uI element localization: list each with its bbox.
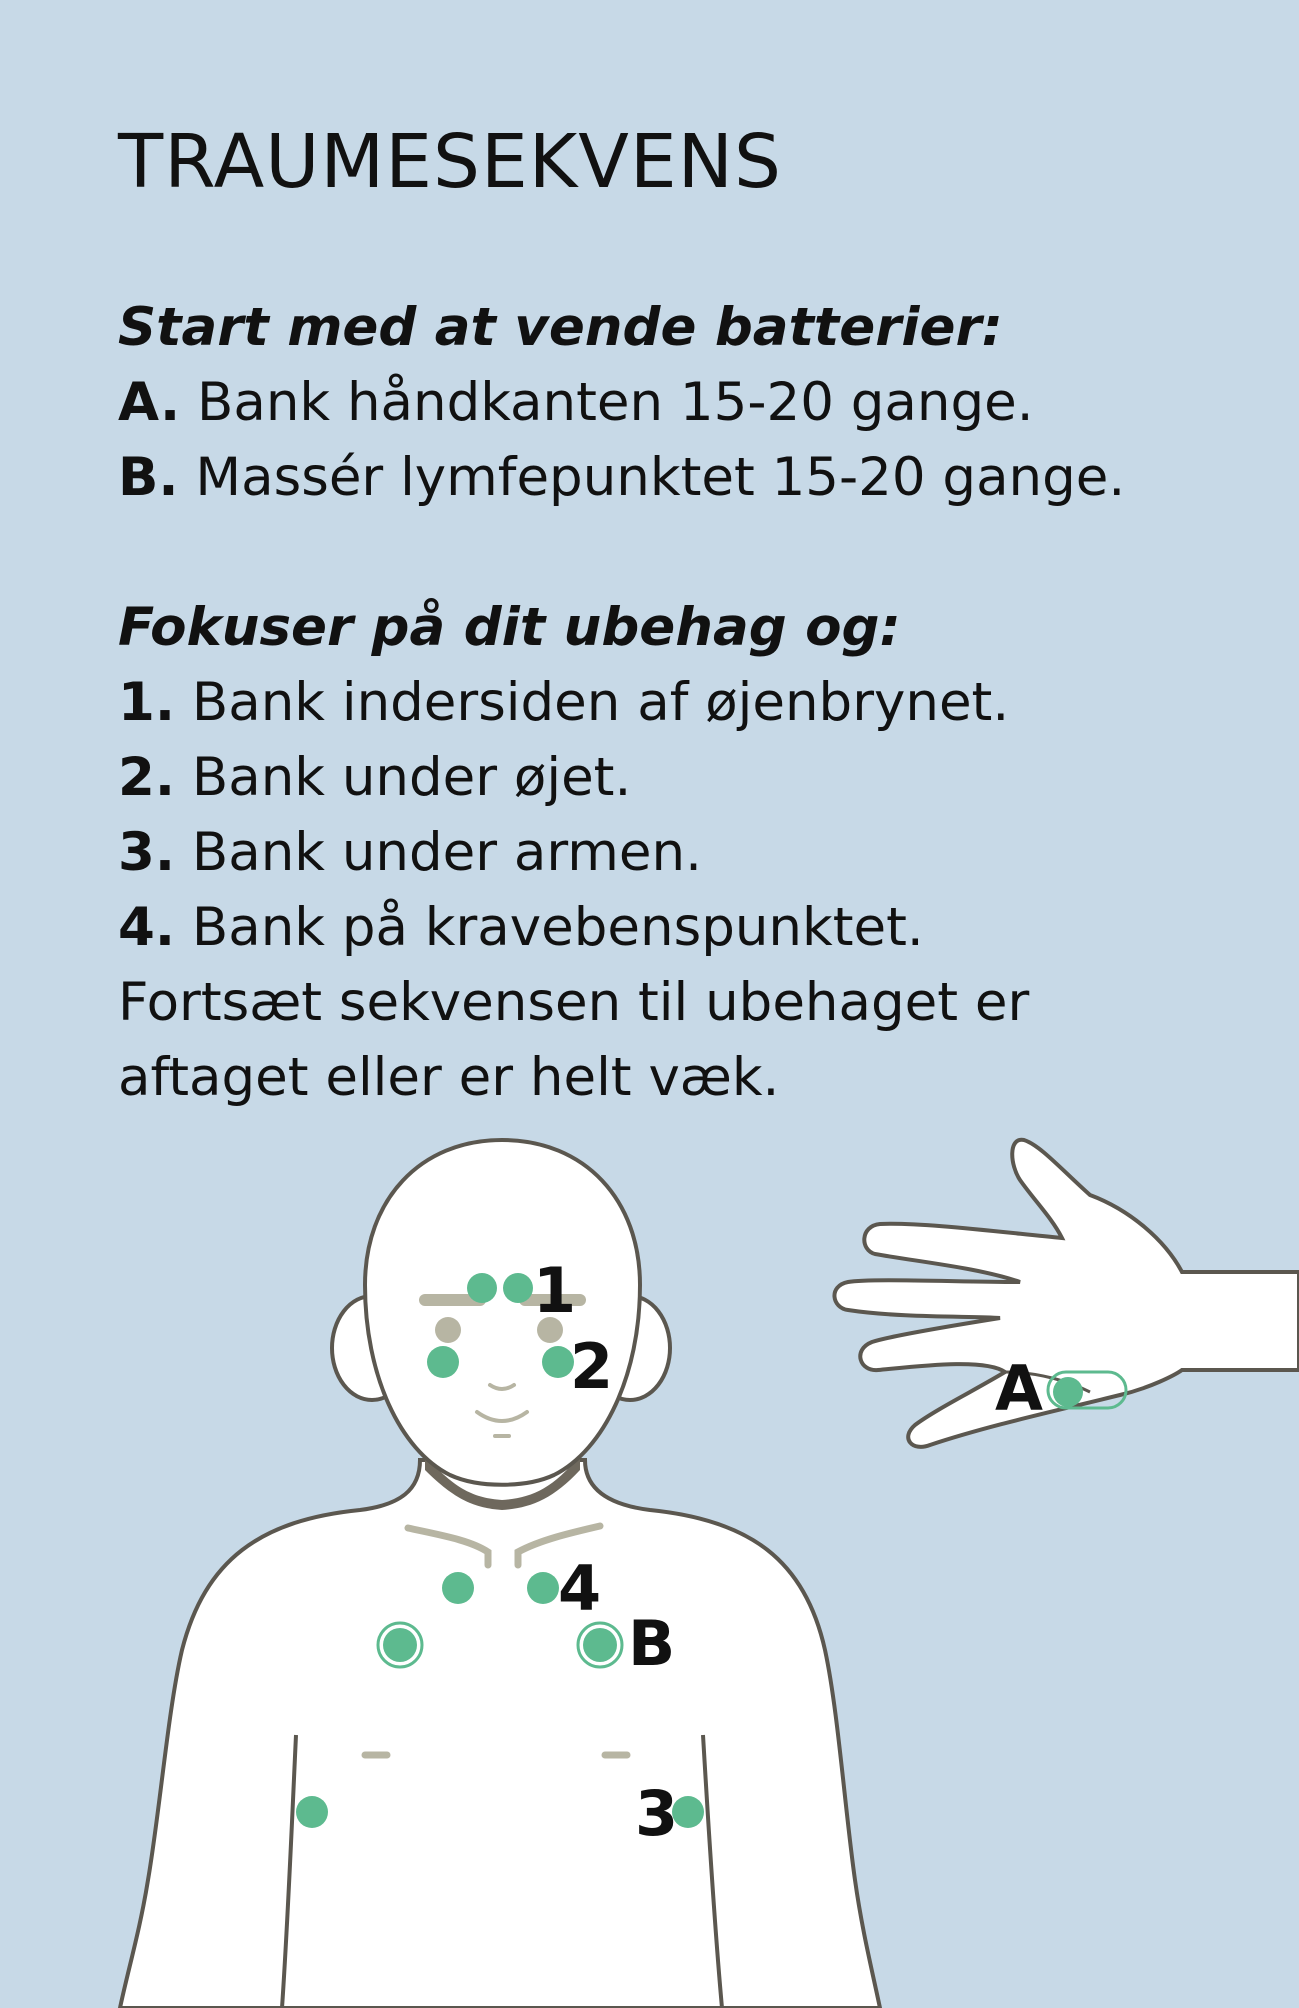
body-diagram	[0, 1120, 1299, 2008]
point-eyebrow-left	[467, 1273, 497, 1303]
spacer	[118, 515, 1238, 590]
step-label: B.	[118, 447, 179, 508]
torso-illustration	[120, 1460, 880, 2008]
intro-step-b	[118, 440, 1238, 515]
intro-step-a	[118, 365, 1238, 440]
step-label: 4.	[118, 897, 176, 958]
step-label: 1.	[118, 672, 176, 733]
sequence-step-4	[118, 890, 1238, 965]
left-eye	[435, 1317, 461, 1343]
page-title: TRAUMESEKVENS	[118, 119, 782, 205]
step-label: A.	[118, 372, 181, 433]
head-illustration	[365, 1140, 640, 1485]
step-label: 3.	[118, 822, 176, 883]
closing-line-1: Fortsæt sekvensen til ubehaget er	[118, 972, 1030, 1033]
intro-heading: Start med at vende batterier:	[118, 297, 1003, 358]
sequence-step-3	[118, 815, 1238, 890]
sequence-step-1	[118, 665, 1238, 740]
step-label: 2.	[118, 747, 176, 808]
closing-line-2: aftaget eller er helt væk.	[118, 1047, 780, 1108]
step-text: Massér lymfepunktet 15-20 gange.	[195, 447, 1126, 508]
label-point-a: A	[995, 1352, 1043, 1425]
step-text: Bank indersiden af øjenbrynet.	[191, 672, 1010, 733]
point-lymph-right	[583, 1628, 617, 1662]
point-lymph-left	[383, 1628, 417, 1662]
label-point-1: 1	[533, 1254, 577, 1327]
point-collarbone-right	[527, 1572, 559, 1604]
point-eyebrow-right	[503, 1273, 533, 1303]
point-under-eye-left	[427, 1346, 459, 1378]
point-collarbone-left	[442, 1572, 474, 1604]
label-point-4: 4	[558, 1552, 602, 1625]
step-text: Bank under armen.	[191, 822, 702, 883]
sequence-step-2	[118, 740, 1238, 815]
label-point-2: 2	[570, 1330, 614, 1403]
label-point-b: B	[628, 1607, 676, 1680]
label-point-3: 3	[635, 1777, 679, 1850]
point-karate-chop	[1053, 1377, 1083, 1407]
step-text: Bank håndkanten 15-20 gange.	[197, 372, 1034, 433]
step-text: Bank på kravebenspunktet.	[191, 897, 924, 958]
instructions	[118, 290, 1238, 1115]
step-text: Bank under øjet.	[191, 747, 632, 808]
point-underarm-left	[296, 1796, 328, 1828]
sequence-heading: Fokuser på dit ubehag og:	[118, 597, 901, 658]
